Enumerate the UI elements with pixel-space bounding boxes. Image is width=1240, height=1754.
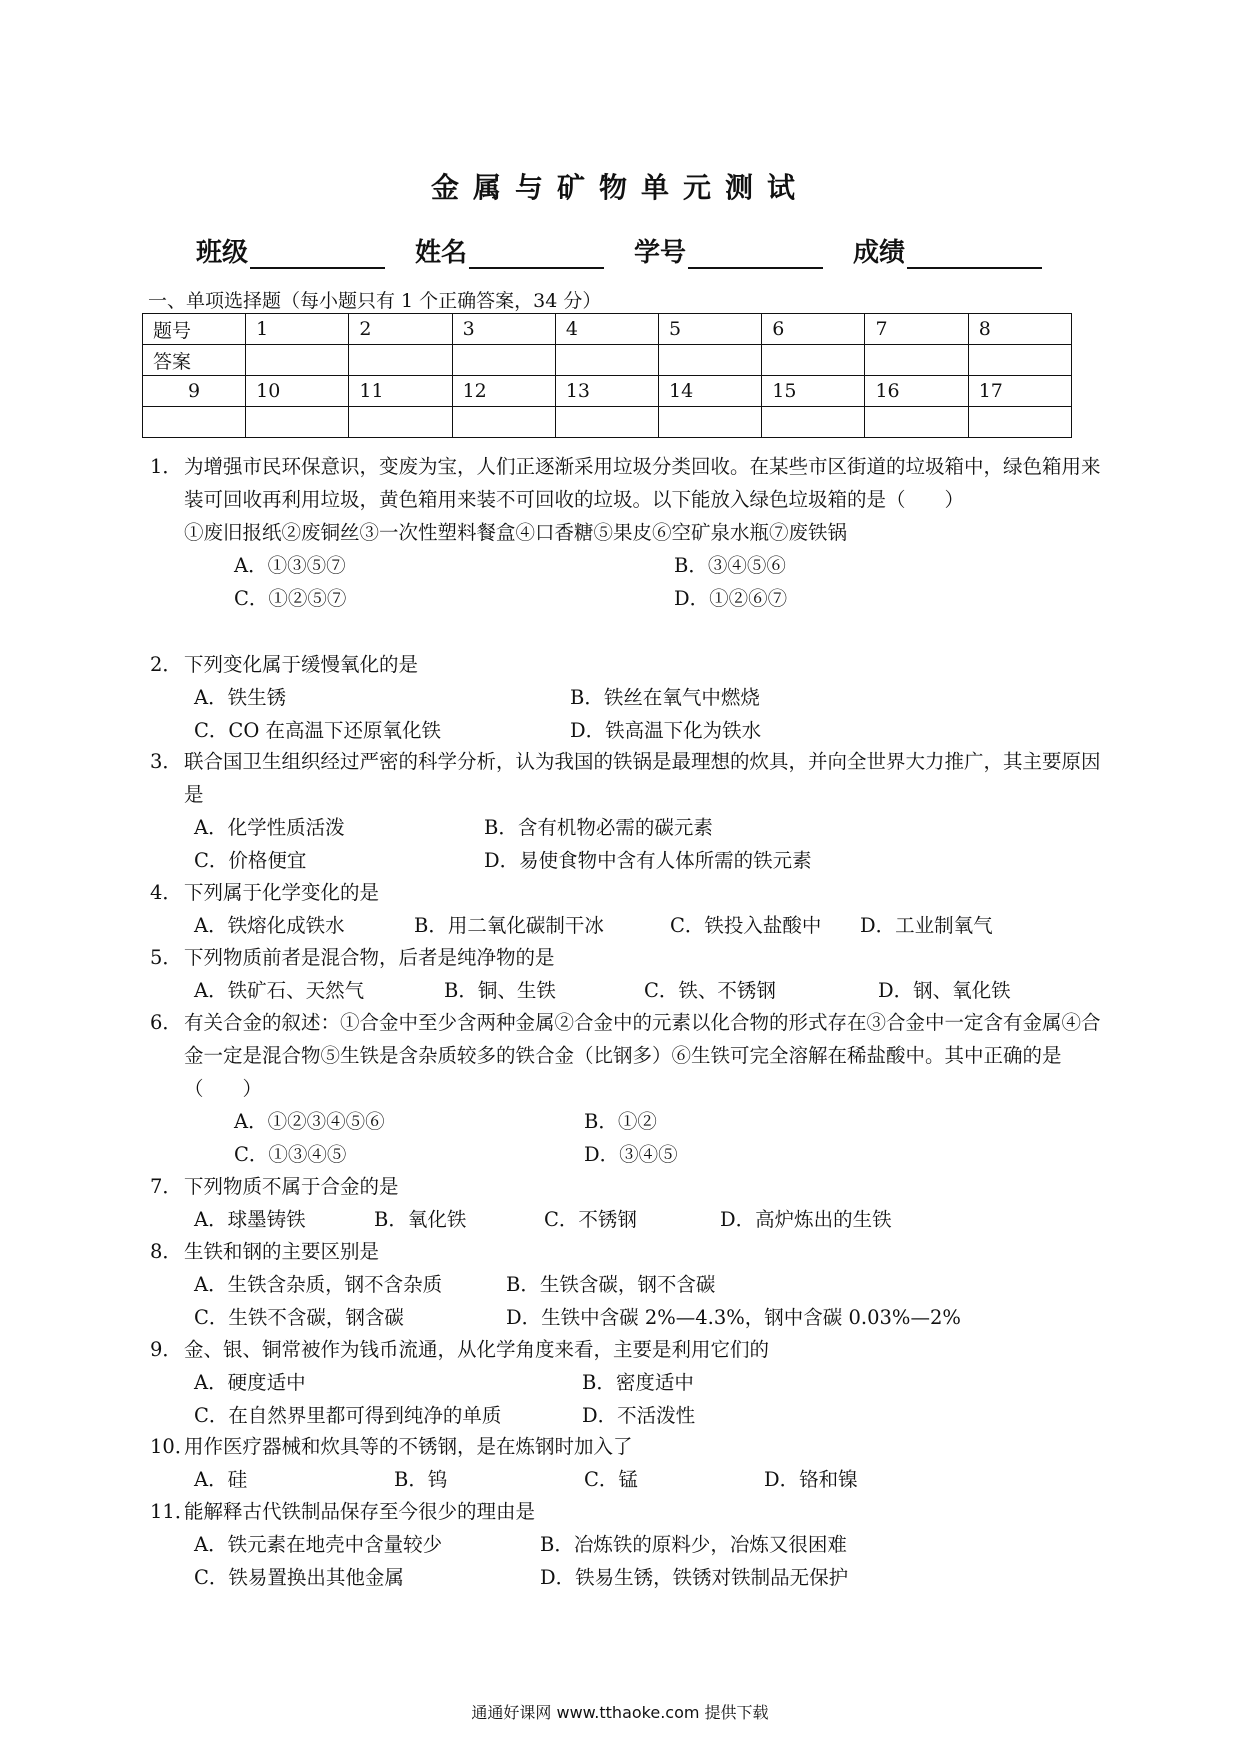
option-a[interactable]: A．化学性质活泼 (194, 816, 345, 839)
score-label: 成绩 (853, 238, 906, 268)
question-10 (150, 1430, 1110, 1496)
option-c[interactable]: C．铁易置换出其他金属 (194, 1566, 404, 1589)
score-blank[interactable] (907, 239, 1042, 269)
question-4 (150, 876, 1110, 942)
question-number: 10． (150, 1435, 195, 1458)
question-text: 有关合金的叙述：①合金中至少含两种金属②合金中的元素以化合物的形式存在③合金中一定含有金属④合金一定是混合物⑤生铁是含杂质较多的铁合金（比钢多）⑥生铁可完全溶解在稀盐酸中。其中正确的是（ ） (184, 1011, 1101, 1100)
question-text: 联合国卫生组织经过严密的科学分析，认为我国的铁锅是最理想的炊具，并向全世界大力推广，其主要原因是 (184, 750, 1101, 806)
option-b[interactable]: B．氧化铁 (374, 1208, 467, 1231)
table-cell: 10 (246, 376, 349, 407)
table-cell: 6 (762, 314, 865, 345)
question-9 (150, 1333, 1110, 1432)
table-row (143, 345, 1072, 376)
table-cell: 9 (143, 376, 246, 407)
option-c[interactable]: C．铁投入盐酸中 (670, 914, 822, 937)
question-text: 金、银、铜常被作为钱币流通，从化学角度来看，主要是利用它们的 (184, 1338, 770, 1361)
question-extra: ①废旧报纸②废铜丝③一次性塑料餐盒④口香糖⑤果皮⑥空矿泉水瓶⑦废铁锅 (184, 521, 848, 544)
option-a[interactable]: A．铁矿石、天然气 (194, 979, 365, 1002)
option-a[interactable]: A．①③⑤⑦ (234, 554, 346, 577)
option-c[interactable]: C．生铁不含碳，钢含碳 (194, 1306, 404, 1329)
question-number: 3． (150, 750, 182, 773)
answer-cell[interactable] (659, 407, 762, 438)
table-cell: 5 (659, 314, 762, 345)
option-c[interactable]: C．锰 (584, 1468, 638, 1491)
option-d[interactable]: D．①②⑥⑦ (674, 587, 788, 610)
option-b[interactable]: B．③④⑤⑥ (674, 554, 786, 577)
answer-cell[interactable] (246, 407, 349, 438)
option-c[interactable]: C．①②⑤⑦ (234, 587, 347, 610)
option-d[interactable]: D．易使食物中含有人体所需的铁元素 (484, 849, 812, 872)
table-cell: 17 (968, 376, 1071, 407)
question-number: 7． (150, 1175, 182, 1198)
answer-cell[interactable] (865, 345, 968, 376)
question-text: 为增强市民环保意识，变废为宝，人们正逐渐采用垃圾分类回收。在某些市区街道的垃圾箱中，绿色箱用来装可回收再利用垃圾，黄色箱用来装不可回收的垃圾。以下能放入绿色垃圾箱的是（ ） (184, 455, 1101, 511)
answer-cell[interactable] (762, 407, 865, 438)
student-info-row (196, 232, 1076, 269)
name-field[interactable] (415, 232, 604, 269)
question-number: 11． (150, 1500, 195, 1523)
option-a[interactable]: A．硬度适中 (194, 1371, 306, 1394)
class-label: 班级 (196, 238, 249, 268)
option-d[interactable]: D．钢、氧化铁 (878, 979, 1011, 1002)
question-number: 4． (150, 881, 182, 904)
name-label: 姓名 (415, 238, 468, 268)
question-text: 生铁和钢的主要区别是 (184, 1240, 380, 1263)
table-cell: 4 (555, 314, 658, 345)
id-blank[interactable] (688, 239, 823, 269)
class-blank[interactable] (250, 239, 385, 269)
answer-cell[interactable] (555, 345, 658, 376)
option-b[interactable]: B．铜、生铁 (444, 979, 556, 1002)
answer-cell[interactable] (659, 345, 762, 376)
option-c[interactable]: C．不锈钢 (544, 1208, 637, 1231)
option-d[interactable]: D．铬和镍 (764, 1468, 858, 1491)
answer-cell[interactable] (762, 345, 865, 376)
question-7 (150, 1170, 1110, 1236)
question-text: 下列变化属于缓慢氧化的是 (184, 653, 419, 676)
option-b[interactable]: B．用二氧化碳制干冰 (414, 914, 604, 937)
name-blank[interactable] (469, 239, 604, 269)
option-d[interactable]: D．③④⑤ (584, 1143, 678, 1166)
question-2 (150, 648, 1110, 747)
table-cell: 14 (659, 376, 762, 407)
table-cell: 12 (452, 376, 555, 407)
answer-cell[interactable] (452, 345, 555, 376)
table-row (143, 376, 1072, 407)
table-cell: 8 (968, 314, 1071, 345)
id-field[interactable] (634, 232, 823, 269)
option-c[interactable]: C．①③④⑤ (234, 1143, 347, 1166)
answer-cell[interactable] (143, 407, 246, 438)
question-number: 2． (150, 653, 182, 676)
footer-credit: 通通好课网 www.tthaoke.com 提供下载 (471, 1703, 769, 1722)
option-c[interactable]: C．CO 在高温下还原氧化铁 (194, 719, 442, 742)
table-cell: 3 (452, 314, 555, 345)
option-b[interactable]: B．密度适中 (582, 1371, 694, 1394)
table-cell: 16 (865, 376, 968, 407)
table-cell: 2 (349, 314, 452, 345)
answer-cell[interactable] (349, 345, 452, 376)
option-d[interactable]: D．不活泼性 (582, 1404, 696, 1427)
option-d[interactable]: D．高炉炼出的生铁 (720, 1208, 892, 1231)
table-cell: 7 (865, 314, 968, 345)
option-b[interactable]: B．冶炼铁的原料少，冶炼又很困难 (540, 1533, 847, 1556)
question-11 (150, 1495, 1110, 1594)
answer-cell[interactable] (452, 407, 555, 438)
question-text: 能解释古代铁制品保存至今很少的理由是 (184, 1500, 536, 1523)
option-a[interactable]: A．①②③④⑤⑥ (234, 1110, 385, 1133)
question-number: 6． (150, 1011, 182, 1034)
answer-cell[interactable] (349, 407, 452, 438)
question-6 (150, 1006, 1110, 1171)
question-number: 5． (150, 946, 182, 969)
option-a[interactable]: A．球墨铸铁 (194, 1208, 306, 1231)
question-text: 下列物质前者是混合物，后者是纯净物的是 (184, 946, 555, 969)
table-cell: 1 (246, 314, 349, 345)
option-d[interactable]: D．生铁中含碳 2%—4.3%，钢中含碳 0.03%—2% (506, 1306, 961, 1329)
score-field[interactable] (853, 232, 1042, 269)
question-1 (150, 450, 1110, 615)
option-d[interactable]: D．工业制氧气 (860, 914, 993, 937)
option-c[interactable]: C．价格便宜 (194, 849, 307, 872)
option-a[interactable]: A．铁生锈 (194, 686, 287, 709)
option-a[interactable]: A．铁元素在地壳中含量较少 (194, 1533, 443, 1556)
option-b[interactable]: B．含有机物必需的碳元素 (484, 816, 713, 839)
table-cell: 题号 (143, 314, 246, 345)
section-heading: 一、单项选择题（每小题只有 1 个正确答案，34 分） (148, 290, 602, 312)
table-row (143, 407, 1072, 438)
option-d[interactable]: D．铁易生锈，铁锈对铁制品无保护 (540, 1566, 849, 1589)
table-cell: 11 (349, 376, 452, 407)
question-number: 1． (150, 455, 182, 478)
option-a[interactable]: A．硅 (194, 1468, 248, 1491)
table-cell: 13 (555, 376, 658, 407)
option-a[interactable]: A．生铁含杂质，钢不含杂质 (194, 1273, 443, 1296)
question-3 (150, 745, 1110, 877)
option-b[interactable]: B．钨 (394, 1468, 448, 1491)
answer-table (142, 313, 1072, 438)
option-d[interactable]: D．铁高温下化为铁水 (570, 719, 762, 742)
answer-cell[interactable] (968, 407, 1071, 438)
option-b[interactable]: B．生铁含碳，钢不含碳 (506, 1273, 716, 1296)
table-cell: 答案 (143, 345, 246, 376)
id-label: 学号 (634, 238, 687, 268)
question-text: 下列物质不属于合金的是 (184, 1175, 399, 1198)
question-number: 9． (150, 1338, 182, 1361)
question-number: 8． (150, 1240, 182, 1263)
answer-cell[interactable] (246, 345, 349, 376)
table-row (143, 314, 1072, 345)
class-field[interactable] (196, 232, 385, 269)
answer-cell[interactable] (555, 407, 658, 438)
answer-cell[interactable] (865, 407, 968, 438)
question-5 (150, 941, 1110, 1007)
option-b[interactable]: B．①② (584, 1110, 657, 1133)
question-text: 下列属于化学变化的是 (184, 881, 380, 904)
table-cell: 15 (762, 376, 865, 407)
answer-cell[interactable] (968, 345, 1071, 376)
option-a[interactable]: A．铁熔化成铁水 (194, 914, 345, 937)
question-8 (150, 1235, 1110, 1334)
option-c[interactable]: C．铁、不锈钢 (644, 979, 776, 1002)
option-c[interactable]: C．在自然界里都可得到纯净的单质 (194, 1404, 502, 1427)
option-b[interactable]: B．铁丝在氧气中燃烧 (570, 686, 760, 709)
question-text: 用作医疗器械和炊具等的不锈钢，是在炼钢时加入了 (184, 1435, 633, 1458)
page-title: 金属与矿物单元测试 (430, 171, 809, 204)
